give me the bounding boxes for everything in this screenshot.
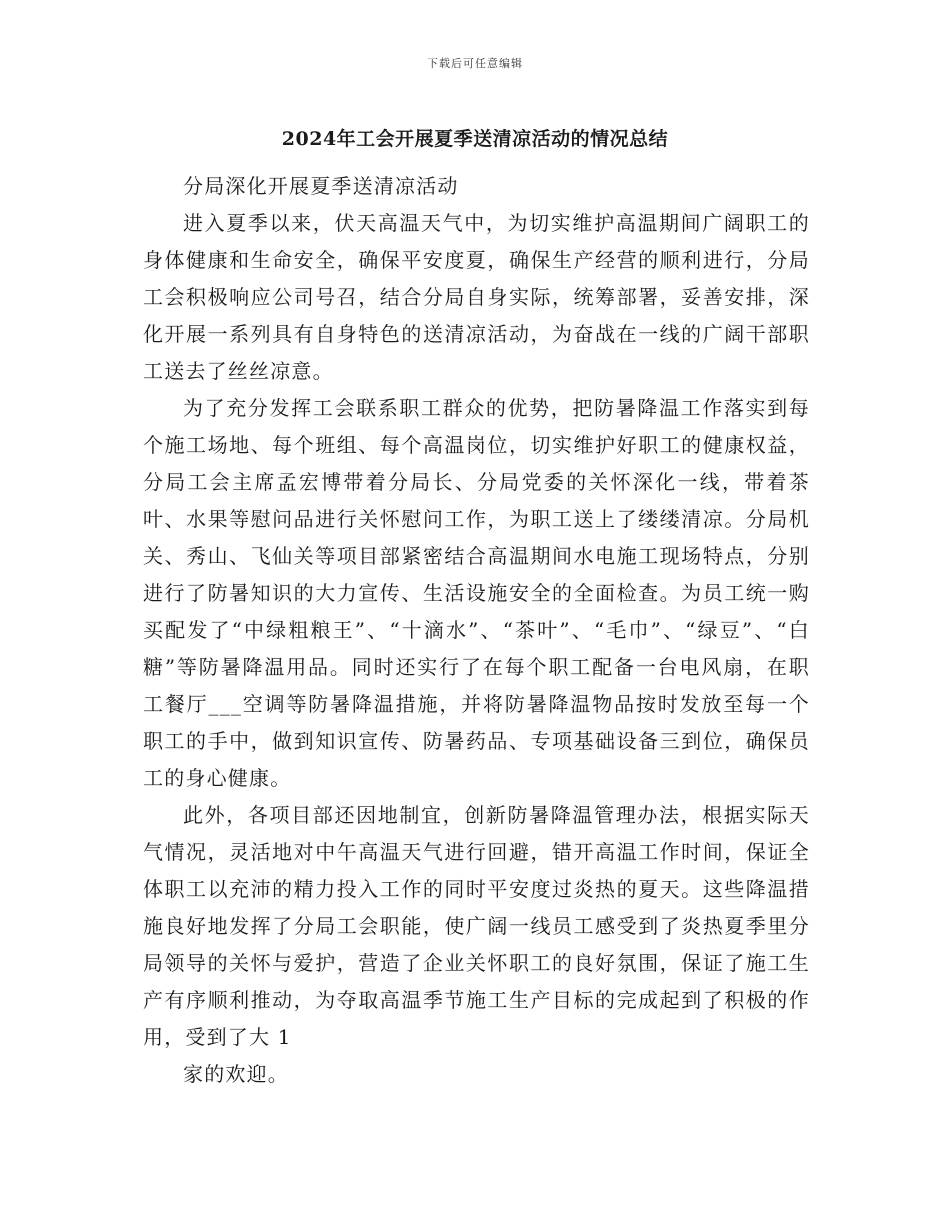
header-note: 下载后可任意编辑: [427, 57, 523, 70]
document-title: 2024年工会开展夏季送清凉活动的情况总结: [281, 128, 669, 150]
paragraph: 进入夏季以来，伏天高温天气中，为切实维护高温期间广阔职工的身体健康和生命安全，确保平安度夏，确保生产经营的顺利进行，分局工会积极响应公司号召，结合分局自身实际，统筹部署，妥善安排，深化开展一系列具有自身特色的送清凉活动，为奋战在一线的广阔干部职工送去了丝丝凉意。: [143, 211, 810, 383]
paragraph: 此外，各项目部还因地制宜，创新防暑降温管理办法，根据实际天气情况，灵活地对中午高温天气进行回避，错开高温工作时间，保证全体职工以充沛的精力投入工作的同时平安度过炎热的夏天。这些降温措施良好地发挥了分局工会职能，使广阔一线员工感受到了炎热夏季里分局领导的关怀与爱护，营造了企业关怀职工的良好氛围，保证了施工生产有序顺利推动，为夺取高温季节施工生产目标的完成起到了积极的作用，受到了大 1: [143, 803, 810, 1049]
document-body: [143, 168, 810, 1093]
paragraph: 为了充分发挥工会联系职工群众的优势，把防暑降温工作落实到每个施工场地、每个班组、每个高温岗位，切实维护好职工的健康权益，分局工会主席孟宏博带着分局长、分局党委的关怀深化一线，带着茶叶、水果等慰问品进行关怀慰问工作，为职工送上了缕缕清凉。分局机关、秀山、飞仙关等项目部紧密结合高温期间水电施工现场特点，分别进行了防暑知识的大力宣传、生活设施安全的全面检查。为员工统一购买配发了“中绿粗粮王”、“十滴水”、“茶叶”、“毛巾”、“绿豆”、“白糖”等防暑降温用品。同时还实行了在每个职工配备一台电风扇，在职工餐厅___空调等防暑降温措施，并将防暑降温物品按时发放至每一个职工的手中，做到知识宣传、防暑药品、专项基础设备三到位，确保员工的身心健康。: [143, 396, 810, 790]
paragraph: 家的欢迎。: [183, 1062, 289, 1086]
paragraph-subtitle: 分局深化开展夏季送清凉活动: [183, 174, 459, 198]
